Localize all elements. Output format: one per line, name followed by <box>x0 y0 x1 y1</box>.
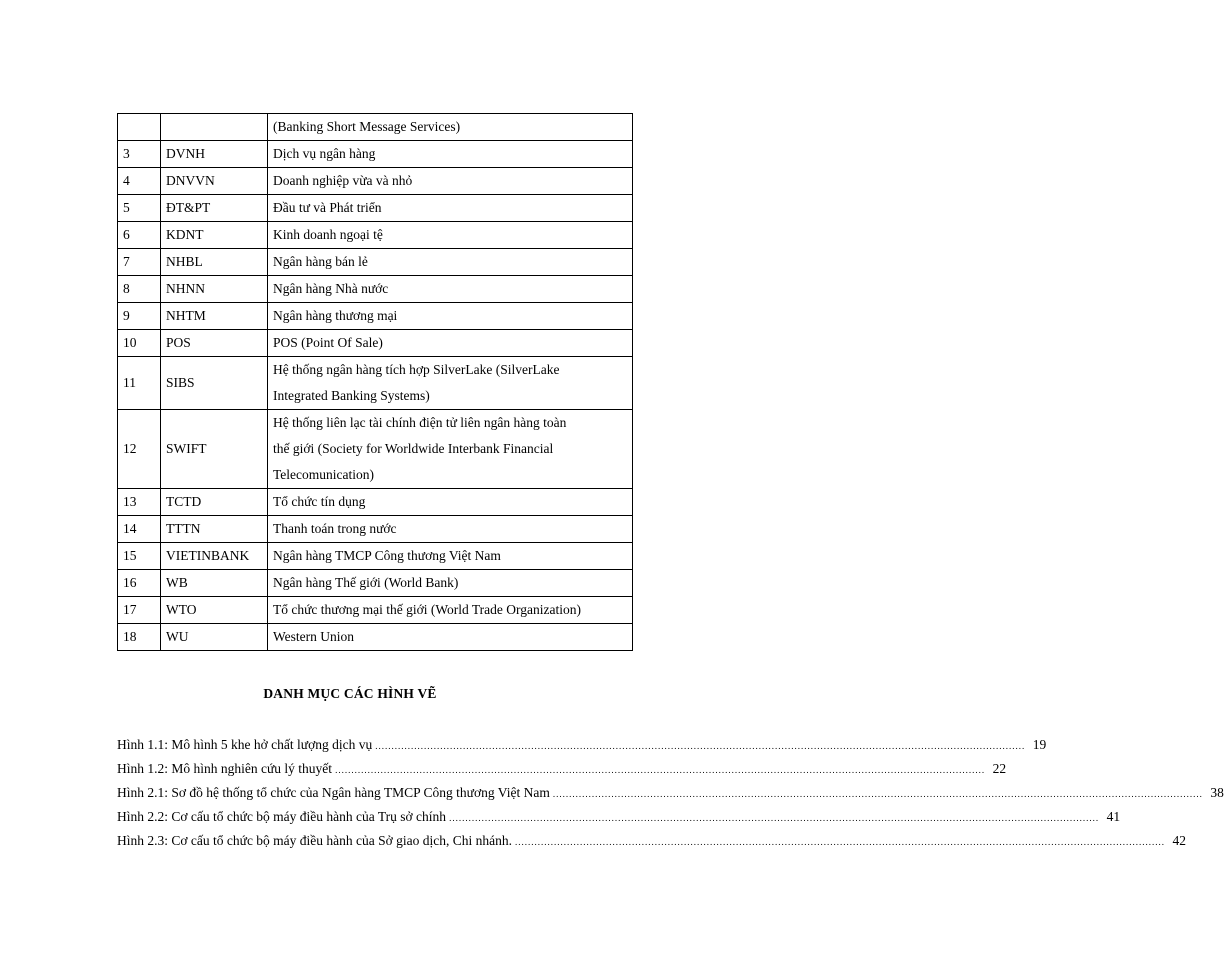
figures-list <box>117 733 1224 853</box>
abbreviation-row <box>118 410 633 489</box>
abbreviation-row <box>118 489 633 516</box>
abbreviation-row <box>118 168 633 195</box>
abbreviation-row <box>118 516 633 543</box>
figure-page-number: 41 <box>1106 809 1121 824</box>
abbreviation-table <box>117 113 633 651</box>
row-number-cell: 7 <box>118 249 161 276</box>
description-line: Ngân hàng bán lẻ <box>273 254 368 269</box>
figure-entry <box>117 757 1007 781</box>
description-cell <box>268 410 633 489</box>
description-cell <box>268 222 633 249</box>
row-number-cell: 12 <box>118 410 161 489</box>
dot-leader: ........................................................................................................................................................................................................ <box>552 789 1203 799</box>
description-cell <box>268 168 633 195</box>
description-cell <box>268 330 633 357</box>
row-number-cell: 14 <box>118 516 161 543</box>
abbreviation-cell: NHNN <box>161 276 268 303</box>
abbreviation-row <box>118 222 633 249</box>
abbreviation-row <box>118 195 633 222</box>
description-line: Ngân hàng Thế giới (World Bank) <box>273 575 459 590</box>
description-cell <box>268 303 633 330</box>
abbreviation-table-body <box>118 114 633 651</box>
description-line: Ngân hàng Nhà nước <box>273 281 389 296</box>
row-number-cell: 10 <box>118 330 161 357</box>
row-number-cell <box>118 114 161 141</box>
abbreviation-cell: TCTD <box>161 489 268 516</box>
figure-page-number: 19 <box>1032 737 1047 752</box>
description-line: Telecomunication) <box>273 467 375 482</box>
figure-entry <box>117 733 1047 757</box>
abbreviation-row <box>118 114 633 141</box>
abbreviation-cell: ĐT&PT <box>161 195 268 222</box>
row-number-cell: 13 <box>118 489 161 516</box>
description-line: Integrated Banking Systems) <box>273 388 430 403</box>
abbreviation-cell <box>161 114 268 141</box>
abbreviation-cell: TTTN <box>161 516 268 543</box>
description-cell <box>268 357 633 410</box>
description-cell <box>268 276 633 303</box>
abbreviation-cell: SIBS <box>161 357 268 410</box>
figure-title: Hình 1.2: Mô hình nghiên cứu lý thuyết <box>117 761 333 776</box>
description-line: Tổ chức tín dụng <box>273 494 366 509</box>
figure-entry <box>117 781 1224 805</box>
description-line: POS (Point Of Sale) <box>273 335 383 350</box>
abbreviation-row <box>118 570 633 597</box>
figure-page-number: 42 <box>1172 833 1187 848</box>
row-number-cell: 11 <box>118 357 161 410</box>
dot-leader: ........................................................................................................................................................................................................ <box>515 837 1166 847</box>
abbreviation-row <box>118 543 633 570</box>
abbreviation-cell: DVNH <box>161 141 268 168</box>
abbreviation-row <box>118 597 633 624</box>
figures-heading: DANH MỤC CÁC HÌNH VẼ <box>263 686 437 701</box>
abbreviation-cell: WU <box>161 624 268 651</box>
description-line: Hệ thống liên lạc tài chính điện tử liên ngân hàng toàn <box>273 415 567 430</box>
row-number-cell: 5 <box>118 195 161 222</box>
description-cell <box>268 570 633 597</box>
description-line: Đầu tư và Phát triển <box>273 200 382 215</box>
description-line: Thanh toán trong nước <box>273 521 397 536</box>
abbreviation-cell: WB <box>161 570 268 597</box>
abbreviation-cell: DNVVN <box>161 168 268 195</box>
row-number-cell: 15 <box>118 543 161 570</box>
abbreviation-row <box>118 249 633 276</box>
description-cell <box>268 543 633 570</box>
description-line: (Banking Short Message Services) <box>273 119 461 134</box>
row-number-cell: 17 <box>118 597 161 624</box>
abbreviation-cell: NHBL <box>161 249 268 276</box>
abbreviation-row <box>118 357 633 410</box>
description-line: Doanh nghiệp vừa và nhỏ <box>273 173 413 188</box>
description-cell <box>268 195 633 222</box>
description-cell <box>268 624 633 651</box>
figure-page-number: 22 <box>992 761 1007 776</box>
abbreviation-row <box>118 624 633 651</box>
description-line: Ngân hàng thương mại <box>273 308 398 323</box>
description-cell <box>268 597 633 624</box>
dot-leader: ........................................................................................................................................................................................................ <box>449 813 1100 823</box>
dot-leader: ........................................................................................................................................................................................................ <box>335 765 986 775</box>
row-number-cell: 6 <box>118 222 161 249</box>
abbreviation-cell: KDNT <box>161 222 268 249</box>
abbreviation-cell: POS <box>161 330 268 357</box>
row-number-cell: 18 <box>118 624 161 651</box>
figure-page-number: 38 <box>1210 785 1224 800</box>
abbreviation-row <box>118 141 633 168</box>
row-number-cell: 4 <box>118 168 161 195</box>
description-cell <box>268 489 633 516</box>
figure-title: Hình 2.2: Cơ cấu tổ chức bộ máy điều hành của Trụ sở chính <box>117 809 447 824</box>
row-number-cell: 8 <box>118 276 161 303</box>
figure-title: Hình 2.3: Cơ cấu tổ chức bộ máy điều hành của Sở giao dịch, Chi nhánh. <box>117 833 513 848</box>
abbreviation-row <box>118 303 633 330</box>
figure-entry <box>117 805 1121 829</box>
description-cell <box>268 249 633 276</box>
description-line: Dịch vụ ngân hàng <box>273 146 376 161</box>
description-line: Tổ chức thương mại thế giới (World Trade Organization) <box>273 602 582 617</box>
description-cell <box>268 516 633 543</box>
figure-entry <box>117 829 1187 853</box>
row-number-cell: 3 <box>118 141 161 168</box>
abbreviation-cell: NHTM <box>161 303 268 330</box>
description-cell <box>268 114 633 141</box>
description-line: Kinh doanh ngoại tệ <box>273 227 383 242</box>
abbreviation-row <box>118 330 633 357</box>
description-cell <box>268 141 633 168</box>
abbreviation-cell: SWIFT <box>161 410 268 489</box>
dot-leader: ........................................................................................................................................................................................................ <box>375 741 1026 751</box>
description-line: Western Union <box>273 629 355 644</box>
description-line: Hệ thống ngân hàng tích hợp SilverLake (SilverLake <box>273 362 560 377</box>
abbreviation-row <box>118 276 633 303</box>
row-number-cell: 9 <box>118 303 161 330</box>
figure-title: Hình 2.1: Sơ đồ hệ thống tổ chức của Ngân hàng TMCP Công thương Việt Nam <box>117 785 550 800</box>
figure-title: Hình 1.1: Mô hình 5 khe hở chất lượng dịch vụ <box>117 737 373 752</box>
row-number-cell: 16 <box>118 570 161 597</box>
abbreviation-cell: WTO <box>161 597 268 624</box>
description-line: Ngân hàng TMCP Công thương Việt Nam <box>273 548 501 563</box>
description-line: thế giới (Society for Worldwide Interbank Financial <box>273 441 554 456</box>
abbreviation-cell: VIETINBANK <box>161 543 268 570</box>
